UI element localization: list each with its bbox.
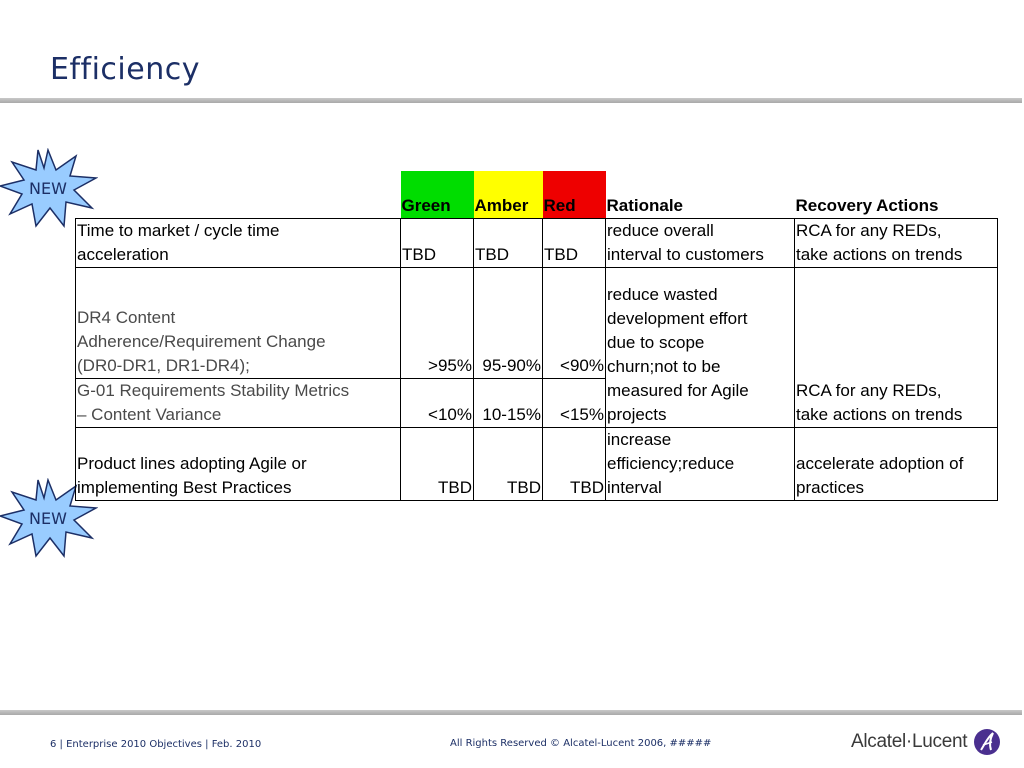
title-divider (0, 98, 1022, 103)
header-rationale: Rationale (606, 196, 684, 215)
header-green: Green (401, 171, 474, 219)
green-threshold: TBD (401, 219, 474, 268)
metric-cell: DR4 Content Adherence/Requirement Change (DR0-DR1, DR1-DR4); (76, 268, 401, 379)
recovery-cell: RCA for any REDs, take actions on trends (795, 268, 998, 428)
green-threshold: TBD (401, 428, 474, 501)
new-badge-label: NEW (29, 178, 67, 198)
rationale-cell: increase efficiency;reduce interval (606, 428, 795, 501)
rationale-cell: reduce overall interval to customers (606, 219, 795, 268)
red-threshold: TBD (543, 428, 606, 501)
footer-copyright: All Rights Reserved © Alcatel-Lucent 2006, ##### (450, 738, 712, 749)
footer-divider (0, 710, 1022, 715)
table-row (76, 219, 998, 268)
footer-slide-info: 6 | Enterprise 2010 Objectives | Feb. 2010 (50, 739, 262, 750)
amber-threshold: 95-90% (474, 268, 543, 379)
header-metric (76, 171, 401, 219)
header-recovery: Recovery Actions (795, 196, 939, 215)
efficiency-table (75, 171, 998, 501)
amber-threshold: TBD (474, 219, 543, 268)
new-badge-label: NEW (29, 508, 67, 528)
recovery-cell: accelerate adoption of practices (795, 428, 998, 501)
metric-cell: Time to market / cycle time acceleration (76, 219, 401, 268)
amber-threshold: 10-15% (474, 379, 543, 428)
alcatel-lucent-icon (973, 728, 1001, 756)
logo-wordmark: Alcatel·Lucent (851, 731, 968, 752)
metric-cell: Product lines adopting Agile or implementing Best Practices (76, 428, 401, 501)
green-threshold: <10% (401, 379, 474, 428)
table-row (76, 428, 998, 501)
rationale-cell: reduce wasted development effort due to scope churn;not to be measured for Agile projects (606, 268, 795, 428)
header-amber: Amber (474, 171, 543, 219)
red-threshold: <90% (543, 268, 606, 379)
header-red: Red (543, 171, 606, 219)
red-threshold: TBD (543, 219, 606, 268)
amber-threshold: TBD (474, 428, 543, 501)
green-threshold: >95% (401, 268, 474, 379)
table-row (76, 268, 998, 379)
slide-title: Efficiency (50, 52, 200, 87)
metric-cell: G-01 Requirements Stability Metrics – Content Variance (76, 379, 401, 428)
company-logo (851, 728, 1001, 756)
red-threshold: <15% (543, 379, 606, 428)
table-header-row (76, 171, 998, 219)
recovery-cell: RCA for any REDs, take actions on trends (795, 219, 998, 268)
